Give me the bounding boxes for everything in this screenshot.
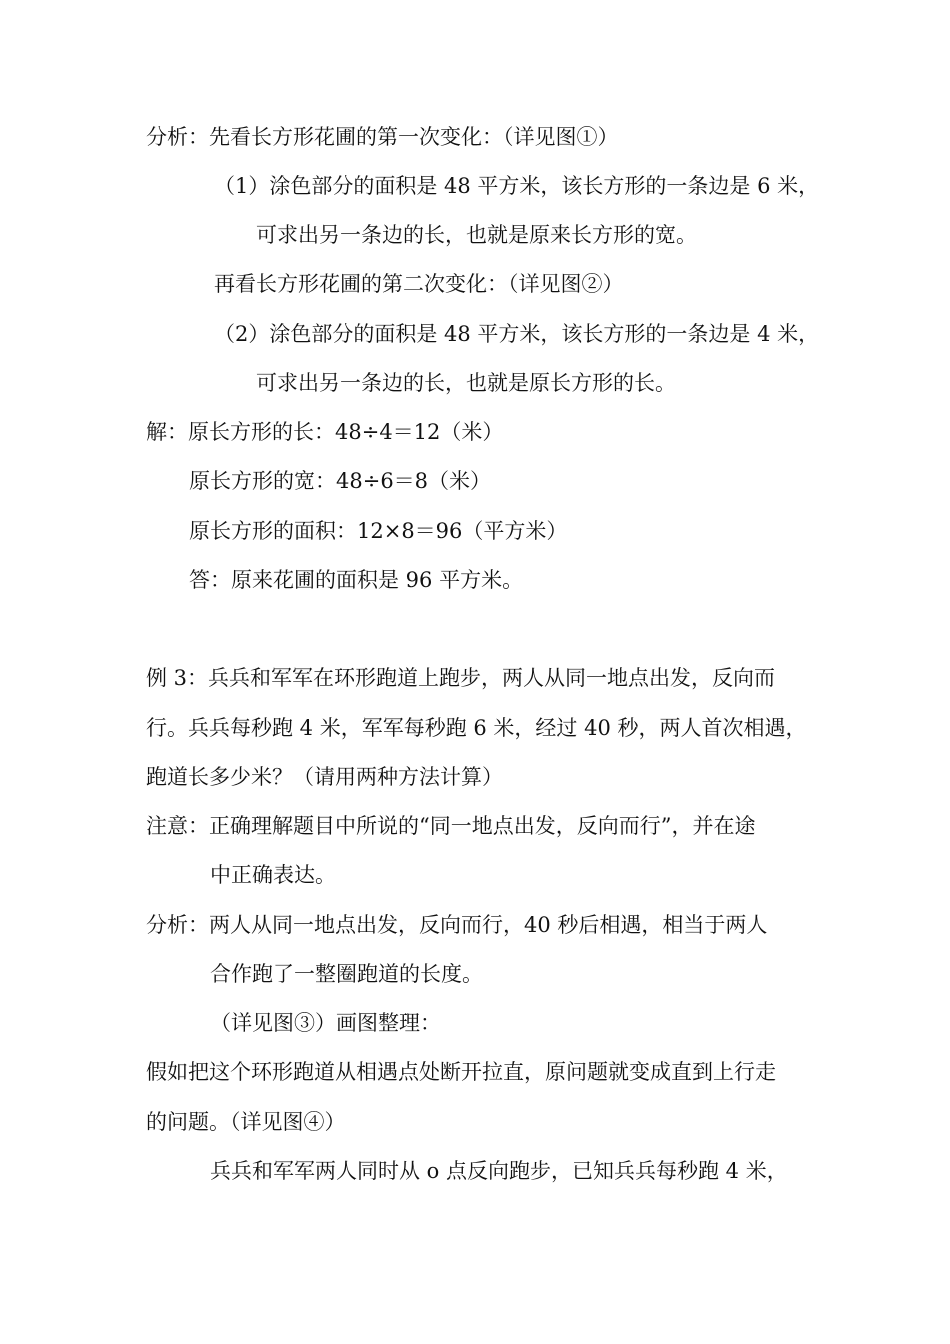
analysis-point-1: （1）涂色部分的面积是 48 平方米，该长方形的一条边是 6 米， [214,174,820,198]
example3-paragraph-2: 的问题。（详见图④） [146,1110,346,1134]
example3-question-1: 例 3：兵兵和军军在环形跑道上跑步，两人从同一地点出发，反向而 [146,666,776,690]
example3-paragraph-1: 假如把这个环形跑道从相遇点处断开拉直，原问题就变成直到上行走 [146,1060,776,1084]
example3-note-1: 注意：正确理解题目中所说的“同一地点出发，反向而行”，并在途 [146,814,756,838]
solution-width: 原长方形的宽：48÷6＝8（米） [189,469,492,493]
example3-analysis-2: 合作跑了一整圈跑道的长度。 [210,962,483,986]
example3-analysis-3: （详见图③）画图整理： [210,1011,441,1035]
solution-length: 解：原长方形的长：48÷4＝12（米） [146,420,504,444]
analysis-point-2-cont: 可求出另一条边的长，也就是原长方形的长。 [256,371,676,395]
example3-question-2: 行。兵兵每秒跑 4 米，军军每秒跑 6 米，经过 40 秒，两人首次相遇， [146,716,807,740]
example3-paragraph-3: 兵兵和军军两人同时从 o 点反向跑步，已知兵兵每秒跑 4 米， [210,1159,788,1183]
analysis-heading: 分析：先看长方形花圃的第一次变化：（详见图①） [146,125,619,149]
example3-note-2: 中正确表达。 [210,863,336,887]
analysis-point-1-cont: 可求出另一条边的长，也就是原来长方形的宽。 [256,223,697,247]
analysis-point-2: （2）涂色部分的面积是 48 平方米，该长方形的一条边是 4 米， [214,322,820,346]
example3-analysis-1: 分析：两人从同一地点出发，反向而行，40 秒后相遇，相当于两人 [146,913,768,937]
solution-answer: 答：原来花圃的面积是 96 平方米。 [189,568,524,592]
solution-area: 原长方形的面积：12×8＝96（平方米） [189,519,568,543]
example3-question-3: 跑道长多少米？（请用两种方法计算） [146,765,503,789]
analysis-second-change: 再看长方形花圃的第二次变化：（详见图②） [214,272,624,296]
